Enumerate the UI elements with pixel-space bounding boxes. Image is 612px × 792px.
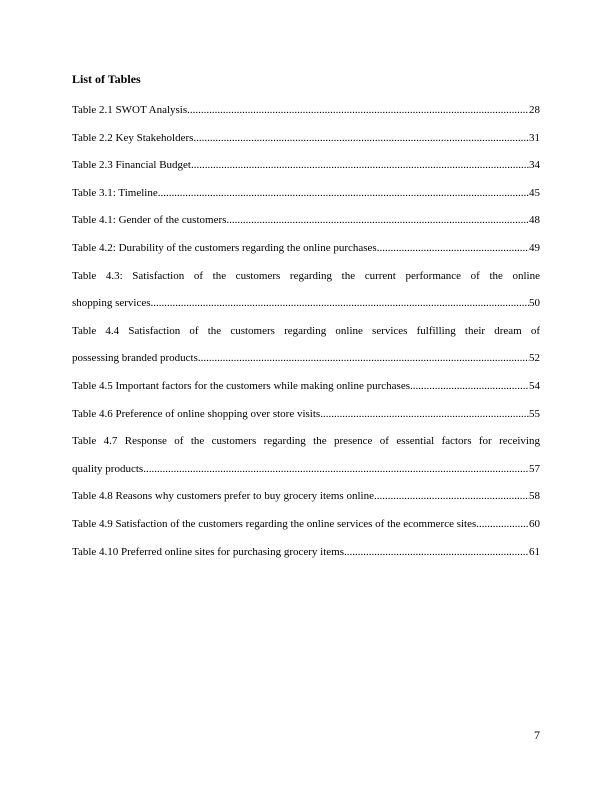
toc-entry-title: Table 4.5 Important factors for the customers while making online purchases bbox=[72, 379, 410, 392]
list-of-tables bbox=[72, 97, 540, 566]
dot-leader bbox=[193, 125, 529, 153]
dot-leader bbox=[320, 401, 529, 429]
toc-entry-title: Table 4.2: Durability of the customers regarding the online purchases bbox=[72, 241, 377, 254]
toc-entry-title-line1: Table 4.7 Response of the customers regarding the presence of essential factors for receiving bbox=[72, 435, 540, 448]
dot-leader bbox=[476, 511, 529, 539]
toc-entry-title: Table 4.9 Satisfaction of the customers regarding the online services of the ecommerce sites bbox=[72, 517, 477, 530]
toc-entry-title: Table 2.3 Financial Budget bbox=[72, 159, 191, 172]
toc-entry-table-2-1[interactable] bbox=[72, 97, 540, 125]
toc-entry-title-line2: quality products bbox=[72, 462, 144, 475]
toc-entry-title: Table 4.8 Reasons why customers prefer to buy grocery items online bbox=[72, 490, 374, 503]
dot-leader bbox=[410, 373, 529, 401]
toc-entry-table-4-1[interactable] bbox=[72, 207, 540, 235]
toc-entry-table-2-2[interactable] bbox=[72, 125, 540, 153]
toc-entry-table-4-6[interactable] bbox=[72, 401, 540, 429]
toc-entry-page: 60 bbox=[529, 517, 540, 530]
toc-entry-page: 49 bbox=[529, 241, 540, 254]
toc-entry-title-line1: Table 4.4 Satisfaction of the customers regarding online services fulfilling their dream of bbox=[72, 324, 540, 337]
toc-entry-title: Table 2.2 Key Stakeholders bbox=[72, 131, 194, 144]
dot-leader bbox=[344, 539, 529, 567]
toc-entry-title: Table 3.1: Timeline bbox=[72, 186, 158, 199]
toc-entry-title-line2: shopping services bbox=[72, 297, 151, 310]
dot-leader bbox=[377, 235, 529, 263]
toc-entry-table-4-8[interactable] bbox=[72, 483, 540, 511]
dot-leader bbox=[374, 483, 529, 511]
toc-entry-title-line1: Table 4.3: Satisfaction of the customers regarding the current performance of the online bbox=[72, 269, 540, 282]
toc-entry-table-4-9[interactable] bbox=[72, 511, 540, 539]
toc-entry-page: 45 bbox=[529, 186, 540, 199]
toc-entry-page: 55 bbox=[529, 407, 540, 420]
dot-leader bbox=[226, 207, 529, 235]
toc-entry-title: Table 2.1 SWOT Analysis bbox=[72, 104, 188, 116]
dot-leader bbox=[187, 97, 529, 125]
toc-entry-page: 52 bbox=[529, 352, 540, 365]
toc-entry-table-4-10[interactable] bbox=[72, 539, 540, 567]
toc-entry-table-4-3[interactable] bbox=[72, 263, 540, 318]
toc-entry-title: Table 4.10 Preferred online sites for purchasing grocery items bbox=[72, 545, 345, 558]
toc-entry-table-4-4[interactable] bbox=[72, 318, 540, 373]
toc-entry-title: Table 4.1: Gender of the customers bbox=[72, 214, 227, 227]
toc-entry-page: 58 bbox=[529, 490, 540, 503]
page-number: 7 bbox=[534, 728, 540, 742]
toc-entry-page: 31 bbox=[529, 131, 540, 144]
toc-entry-title-line2: possessing branded products bbox=[72, 352, 198, 365]
toc-entry-table-4-2[interactable] bbox=[72, 235, 540, 263]
toc-entry-title: Table 4.6 Preference of online shopping over store visits bbox=[72, 407, 321, 420]
toc-entry-page: 48 bbox=[529, 214, 540, 227]
dot-leader bbox=[198, 345, 529, 373]
toc-entry-table-4-5[interactable] bbox=[72, 373, 540, 401]
dot-leader bbox=[191, 152, 529, 180]
toc-entry-page: 28 bbox=[529, 104, 540, 116]
toc-entry-page: 34 bbox=[529, 159, 540, 172]
dot-leader bbox=[143, 456, 529, 484]
dot-leader bbox=[151, 290, 529, 318]
toc-entry-page: 54 bbox=[529, 379, 540, 392]
toc-entry-table-2-3[interactable] bbox=[72, 152, 540, 180]
list-of-tables-heading: List of Tables bbox=[72, 72, 141, 86]
toc-entry-page: 57 bbox=[529, 462, 540, 475]
toc-entry-table-4-7[interactable] bbox=[72, 428, 540, 483]
toc-entry-page: 50 bbox=[529, 297, 540, 310]
toc-entry-table-3-1[interactable] bbox=[72, 180, 540, 208]
toc-entry-page: 61 bbox=[529, 545, 540, 558]
dot-leader bbox=[158, 180, 529, 208]
